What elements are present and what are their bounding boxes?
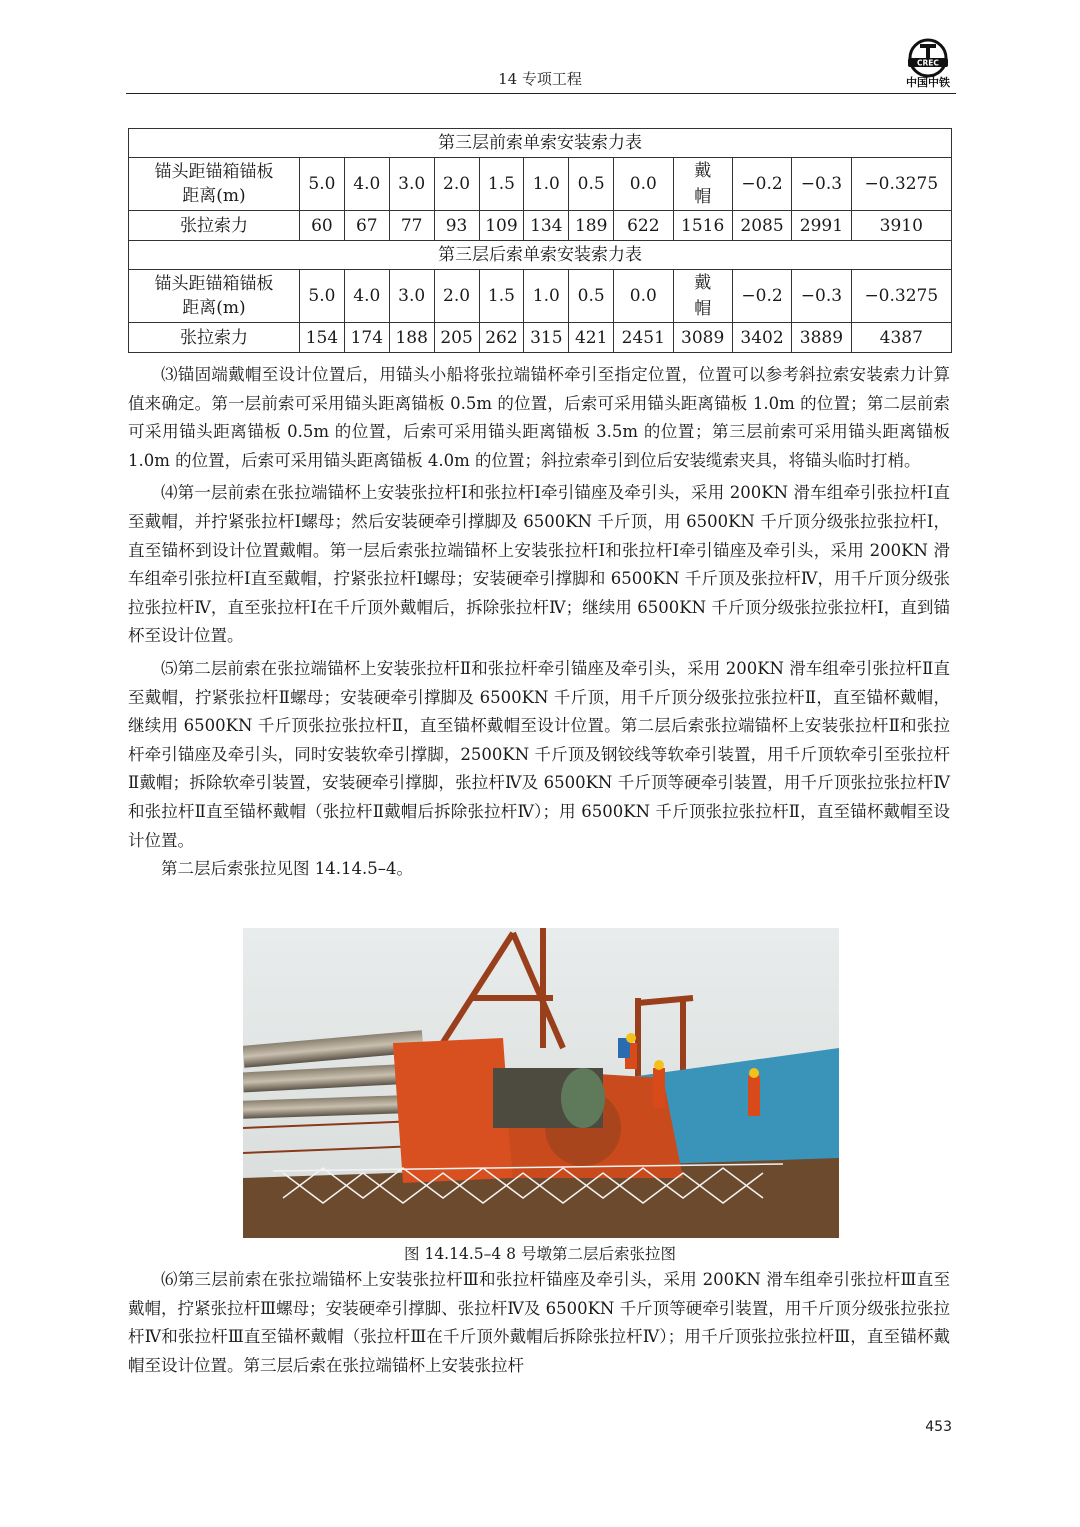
- row-header-line: 锚头距锚箱锚板: [154, 162, 274, 182]
- force-cell: 262: [479, 323, 524, 353]
- row-header-distance: [129, 158, 300, 211]
- distance-cell: 4.0: [344, 270, 389, 323]
- force-cell: 3089: [673, 323, 732, 353]
- page-number: 453: [925, 1419, 952, 1435]
- distance-cell: 5.0: [300, 158, 345, 211]
- distance-cell: −0.3275: [851, 270, 951, 323]
- distance-cell: 4.0: [344, 158, 389, 211]
- paragraph-3: ⑶锚固端戴帽至设计位置后，用锚头小船将张拉端锚杯牵引至指定位置，位置可以参考斜拉索安装索力计算值来确定。第一层前索可采用锚头距离锚板 0.5m 的位置，后索可采用锚头距离锚板 1.0m 的位置；第二层前索可采用锚头距离锚板 0.5m 的位置，后索可采用锚头距离锚板 3.5m 的位置；第三层前索可采用锚头距离锚板 1.0m 的位置，后索可采用锚头距离锚板 4.0m 的位置；斜拉索牵引到位后安装缆索夹具，将锚头临时打梢。: [128, 365, 950, 470]
- body-text-block-1: [128, 361, 950, 884]
- distance-cell: 3.0: [389, 158, 434, 211]
- distance-cell-char: 戴: [694, 273, 712, 293]
- distance-cell-char: 帽: [694, 299, 712, 319]
- force-cell: 205: [434, 323, 479, 353]
- figure-caption: 图 14.14.5–4 8 号墩第二层后索张拉图: [404, 1245, 676, 1263]
- force-cell: 421: [569, 323, 614, 353]
- distance-cell: 3.0: [389, 270, 434, 323]
- force-cell: 2451: [614, 323, 673, 353]
- force-cell: 3889: [792, 323, 851, 353]
- logo-caption: 中国中铁: [906, 76, 950, 89]
- force-cell: 77: [389, 211, 434, 241]
- table-caption: 第三层前索单索安装索力表: [129, 129, 952, 158]
- force-cell: 174: [344, 323, 389, 353]
- paragraph-4: ⑷第一层前索在张拉端锚杯上安装张拉杆Ⅰ和张拉杆Ⅰ牵引锚座及牵引头，采用 200KN 滑车组牵引张拉杆Ⅰ直至戴帽，并拧紧张拉杆Ⅰ螺母；然后安装硬牵引撑脚及 6500KN 千斤顶，用 6500KN 千斤顶分级张拉张拉杆Ⅰ，直至锚杯到设计位置戴帽。第一层后索张拉端锚杯上安装张拉杆Ⅰ和张拉杆Ⅰ牵引锚座及牵引头，采用 200KN 滑车组牵引张拉杆Ⅰ直至戴帽，拧紧张拉杆Ⅰ螺母；安装硬牵引撑脚和 6500KN 千斤顶及张拉杆Ⅳ，用千斤顶分级张拉张拉杆Ⅳ，直至张拉杆Ⅰ在千斤顶外戴帽后，拆除张拉杆Ⅳ；继续用 6500KN 千斤顶分级张拉张拉杆Ⅰ，直到锚杯至设计位置。: [128, 483, 950, 646]
- force-cell: 154: [300, 323, 345, 353]
- row-header-line: 距离(m): [182, 186, 246, 206]
- row-header-line: 距离(m): [182, 298, 246, 318]
- force-cell: 60: [300, 211, 345, 241]
- force-cell: 67: [344, 211, 389, 241]
- distance-cell: −0.3: [792, 158, 851, 211]
- body-text-block-2: [128, 1266, 950, 1380]
- distance-cell: 0.5: [569, 158, 614, 211]
- paragraph-5b: 第二层后索张拉见图 14.14.5–4。: [161, 859, 413, 879]
- distance-cell: 0.0: [614, 158, 673, 211]
- force-cell: 189: [569, 211, 614, 241]
- distance-cell: [673, 270, 732, 323]
- distance-cell: −0.3275: [851, 158, 951, 211]
- distance-cell: −0.2: [732, 270, 791, 323]
- distance-cell: 1.5: [479, 270, 524, 323]
- row-header-force: 张拉索力: [129, 211, 300, 241]
- force-cell: 315: [524, 323, 569, 353]
- logo-mark-text: CREC: [917, 58, 939, 68]
- distance-cell: 1.5: [479, 158, 524, 211]
- distance-cell: 5.0: [300, 270, 345, 323]
- force-cell: 2085: [732, 211, 791, 241]
- distance-cell: 2.0: [434, 270, 479, 323]
- force-cell: 622: [614, 211, 673, 241]
- distance-cell: 0.5: [569, 270, 614, 323]
- distance-cell: −0.3: [792, 270, 851, 323]
- distance-cell: 1.0: [524, 158, 569, 211]
- force-cell: 93: [434, 211, 479, 241]
- cable-force-tables: [128, 128, 952, 353]
- distance-cell-char: 戴: [694, 161, 712, 181]
- paragraph-5: ⑸第二层前索在张拉端锚杯上安装张拉杆Ⅱ和张拉杆牵引锚座及牵引头，采用 200KN 滑车组牵引张拉杆Ⅱ直至戴帽，拧紧张拉杆Ⅱ螺母；安装硬牵引撑脚及 6500KN 千斤顶，用千斤顶分级张拉张拉杆Ⅱ，直至锚杯戴帽，继续用 6500KN 千斤顶张拉张拉杆Ⅱ，直至锚杯戴帽至设计位置。第二层后索张拉端锚杯上安装张拉杆Ⅱ和张拉杆牵引锚座及牵引头，同时安装软牵引撑脚，2500KN 千斤顶及钢铰线等软牵引装置，用千斤顶软牵引至张拉杆Ⅱ戴帽；拆除软牵引装置，安装硬牵引撑脚，张拉杆Ⅳ及 6500KN 千斤顶等硬牵引装置，用千斤顶张拉张拉杆Ⅳ和张拉杆Ⅱ直至锚杯戴帽（张拉杆Ⅱ戴帽后拆除张拉杆Ⅳ）；用 6500KN 千斤顶张拉张拉杆Ⅱ，直至锚杯戴帽至设计位置。: [128, 658, 950, 850]
- row-header-force: 张拉索力: [129, 323, 300, 353]
- force-cell: 134: [524, 211, 569, 241]
- bridge-cable-tensioning-photo: [243, 928, 839, 1238]
- row-header-distance: [129, 270, 300, 323]
- distance-cell: [673, 158, 732, 211]
- force-cell: 1516: [673, 211, 732, 241]
- distance-cell: 2.0: [434, 158, 479, 211]
- force-cell: 188: [389, 323, 434, 353]
- force-cell: 109: [479, 211, 524, 241]
- force-cell: 4387: [851, 323, 951, 353]
- paragraph-6: ⑹第三层前索在张拉端锚杯上安装张拉杆Ⅲ和张拉杆锚座及牵引头，采用 200KN 滑车组牵引张拉杆Ⅲ直至戴帽，拧紧张拉杆Ⅲ螺母；安装硬牵引撑脚、张拉杆Ⅳ及 6500KN 千斤顶等硬牵引装置，用千斤顶分级张拉张拉杆Ⅳ和张拉杆Ⅲ直至锚杯戴帽（张拉杆Ⅲ在千斤顶外戴帽后拆除张拉杆Ⅳ）；用千斤顶张拉张拉杆Ⅲ，直至锚杯戴帽至设计位置。第三层后索在张拉端锚杯上安装张拉杆: [128, 1270, 950, 1375]
- force-cell: 3910: [851, 211, 951, 241]
- distance-cell: 0.0: [614, 270, 673, 323]
- table-caption: 第三层后索单索安装索力表: [129, 241, 952, 270]
- running-header: 14 专项工程: [498, 70, 582, 88]
- row-header-line: 锚头距锚箱锚板: [154, 274, 274, 294]
- force-cell: 3402: [732, 323, 791, 353]
- force-cell: 2991: [792, 211, 851, 241]
- distance-cell: −0.2: [732, 158, 791, 211]
- header-rule: [126, 93, 956, 94]
- distance-cell-char: 帽: [694, 187, 712, 207]
- distance-cell: 1.0: [524, 270, 569, 323]
